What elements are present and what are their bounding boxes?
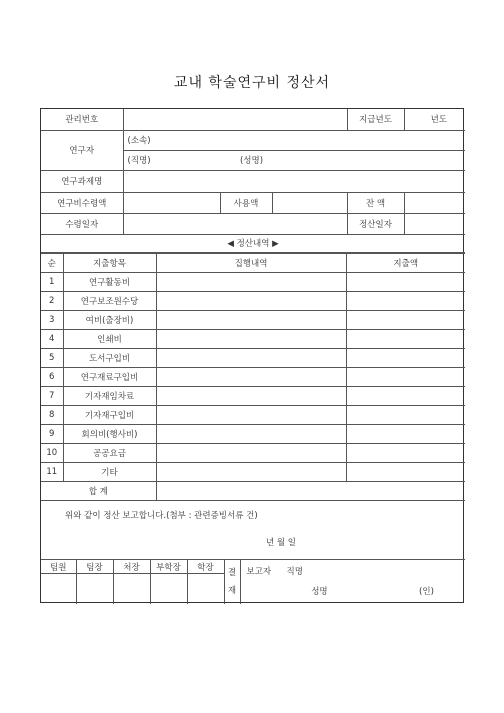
col-no-header: 순 [41,253,63,272]
row-item: 기타 [63,462,156,481]
signer-name-label: 성명 [311,586,328,597]
expense-row [41,348,465,367]
sign-box-team-member[interactable] [41,574,76,604]
col-content-header: 집행내역 [156,253,346,272]
total-field[interactable] [156,481,465,500]
expense-row [41,443,465,462]
role-director: 처장 [113,560,150,574]
used-amount-label: 사용액 [220,192,272,213]
jae-char: 재 [227,585,237,596]
row-no: 9 [41,424,63,443]
header-table [41,109,465,253]
project-title-field[interactable] [123,170,465,192]
expense-rows [41,272,465,481]
row-amount-field[interactable] [346,329,465,348]
sign-box-team-leader[interactable] [76,574,113,604]
row-item: 인쇄비 [63,329,156,348]
row-content-field[interactable] [156,424,346,443]
reporter-line [247,562,462,582]
pay-year-field[interactable]: 년도 [404,109,465,130]
name-line [247,582,462,602]
row-content-field[interactable] [156,462,346,481]
details-banner: ◀ 정산내역 ▶ [41,234,465,252]
expense-row [41,405,465,424]
row-item: 도서구입비 [63,348,156,367]
name-label: (성명) [239,156,264,166]
balance-label: 잔 액 [347,192,404,213]
role-team-member: 팀원 [41,560,76,574]
row-amount-field[interactable] [346,348,465,367]
row-item: 연구보조원수당 [63,291,156,310]
sign-box-director[interactable] [113,574,150,604]
received-amount-field[interactable] [123,192,220,213]
receipt-date-label: 수령일자 [41,213,123,234]
row-no: 8 [41,405,63,424]
row-content-field[interactable] [156,291,346,310]
receipt-date-field[interactable] [123,213,347,234]
expense-table [41,253,465,555]
col-amount-header: 지출액 [346,253,465,272]
title-label: 직명 [286,566,303,577]
row-no: 10 [41,443,63,462]
position-name-field[interactable] [123,150,465,170]
mgmt-no-field[interactable] [123,109,347,130]
row-no: 5 [41,348,63,367]
row-item: 기자재구입비 [63,405,156,424]
row-amount-field[interactable] [346,405,465,424]
mgmt-no-label: 관리번호 [41,109,123,130]
row-amount-field[interactable] [346,272,465,291]
row-no: 4 [41,329,63,348]
settlement-form [40,108,464,603]
row-no: 1 [41,272,63,291]
gyeol-char: 결 [227,567,237,578]
role-team-leader: 팀장 [76,560,113,574]
reporter-label: 보고자 [246,566,272,577]
expense-row [41,291,465,310]
total-label: 합 계 [41,481,156,500]
affiliation-field[interactable]: (소속) [123,130,465,150]
row-item: 회의비(행사비) [63,424,156,443]
settle-date-field[interactable] [404,213,465,234]
row-content-field[interactable] [156,386,346,405]
row-no: 2 [41,291,63,310]
row-no: 3 [41,310,63,329]
row-amount-field[interactable] [346,462,465,481]
sign-box-vice-dean[interactable] [150,574,187,604]
expense-row [41,462,465,481]
row-amount-field[interactable] [346,443,465,462]
row-amount-field[interactable] [346,291,465,310]
researcher-label: 연구자 [41,130,123,170]
pay-year-label: 지급년도 [347,109,404,130]
row-amount-field[interactable] [346,386,465,405]
role-dean: 학장 [187,560,224,574]
row-content-field[interactable] [156,272,346,291]
sign-box-dean[interactable] [187,574,224,604]
row-item: 연구재료구입비 [63,367,156,386]
row-item: 기자재임차료 [63,386,156,405]
seal-label: (인) [419,586,434,597]
expense-row [41,367,465,386]
row-amount-field[interactable] [346,424,465,443]
row-content-field[interactable] [156,367,346,386]
expense-row [41,329,465,348]
row-item: 여비(출장비) [63,310,156,329]
balance-field[interactable] [404,192,465,213]
report-note: 위와 같이 정산 보고합니다.(첨부 : 관련증빙서류 건) [41,500,465,530]
row-content-field[interactable] [156,348,346,367]
settle-date-label: 정산일자 [347,213,404,234]
row-no: 11 [41,462,63,481]
row-content-field[interactable] [156,329,346,348]
received-amount-label: 연구비수령액 [41,192,123,213]
page-title: 교내 학술연구비 정산서 [173,75,331,91]
role-vice-dean: 부학장 [150,560,187,574]
date-line: 년 월 일 [265,538,297,548]
row-content-field[interactable] [156,310,346,329]
expense-row [41,272,465,291]
row-amount-field[interactable] [346,367,465,386]
row-no: 6 [41,367,63,386]
used-amount-field[interactable] [272,192,347,213]
row-item: 연구활동비 [63,272,156,291]
row-content-field[interactable] [156,443,346,462]
col-item-header: 지출항목 [63,253,156,272]
expense-row [41,386,465,405]
row-no: 7 [41,386,63,405]
gyeol-jae-label [224,560,240,604]
expense-row [41,310,465,329]
row-item: 공공요금 [63,443,156,462]
approval-table [41,559,465,604]
reporter-block [240,560,465,604]
row-content-field[interactable] [156,405,346,424]
row-amount-field[interactable] [346,310,465,329]
project-title-label: 연구과제명 [41,170,123,192]
position-label: (직명) [127,156,151,166]
expense-row [41,424,465,443]
